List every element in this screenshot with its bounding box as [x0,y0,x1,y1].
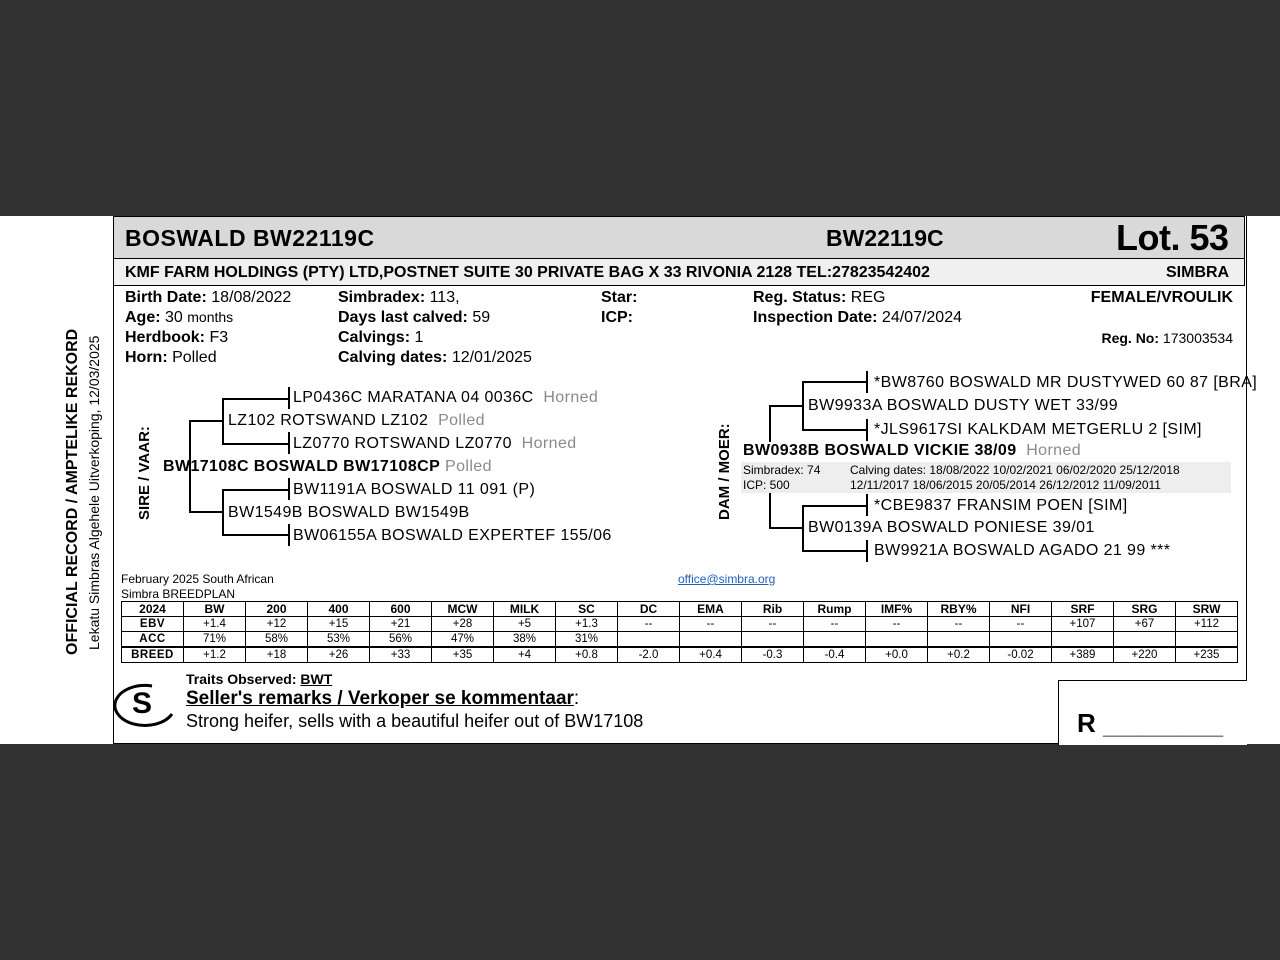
age: Age: 30 months [125,309,234,326]
table-cell: +107 [1052,617,1114,632]
table-cell: +21 [370,617,432,632]
table-cell: +1.3 [556,617,618,632]
dam-dam-sire: *CBE9837 FRANSIM POEN [SIM] [874,497,1128,514]
table-cell: 53% [308,632,370,648]
table-cell: Rib [742,602,804,617]
email-link[interactable]: office@simbra.org [678,572,776,586]
svg-text:S: S [131,687,153,720]
table-cell: +67 [1114,617,1176,632]
sire-label: SIRE / VAAR: [136,426,153,520]
birth-date: Birth Date: 18/08/2022 [125,289,292,306]
calving-dates: Calving dates: 12/01/2025 [338,349,532,366]
table-cell: -- [804,617,866,632]
breed-row [122,647,1238,663]
table-cell: 2024 [122,602,184,617]
dam-name: BW0938B BOSWALD VICKIE 38/09 Horned [743,442,1082,459]
table-cell: SRW [1176,602,1238,617]
table-cell: +15 [308,617,370,632]
table-cell: -0.3 [742,647,804,663]
star-label: Star: [601,289,638,306]
table-cell: Rump [804,602,866,617]
table-cell: 47% [432,632,494,648]
sire-sire-dam: LZ0770 ROTSWAND LZ0770 Horned [293,435,577,452]
table-cell: 31% [556,632,618,648]
reg-number: Reg. No: 173003534 [1101,330,1233,346]
table-cell: RBY% [928,602,990,617]
table-cell: +0.0 [866,647,928,663]
dam-simbradex: Simbradex: 74 [743,463,821,477]
table-cell: +28 [432,617,494,632]
owner-details: KMF FARM HOLDINGS (PTY) LTD,POSTNET SUITE 30 PRIVATE BAG X 33 RIVONIA 2128 TEL:27823542402 [125,264,930,281]
table-cell: -- [618,617,680,632]
sale-name-label: Lekatu Simbras Algehele Uitverkoping, 12/03/2025 [86,335,102,650]
table-cell: -- [928,617,990,632]
table-cell: EMA [680,602,742,617]
table-cell: +5 [494,617,556,632]
table-cell [990,632,1052,648]
ebv-table [121,601,1238,663]
table-cell: ACC [122,632,184,648]
traits-observed: Traits Observed: BWT [186,671,333,687]
table-cell [928,632,990,648]
table-cell [742,632,804,648]
table-cell [618,632,680,648]
sire-dam: BW1549B BOSWALD BW1549B [228,504,470,521]
table-cell: +4 [494,647,556,663]
sire-name: BW17108C BOSWALD BW17108CP Polled [163,458,492,475]
table-cell: -- [742,617,804,632]
sire-sire: LZ102 ROTSWAND LZ102 Polled [228,412,485,429]
dam-calving-dates-1: Calving dates: 18/08/2022 10/02/2021 06/02/2020 25/12/2018 [850,463,1180,477]
animal-name: BOSWALD BW22119C [125,225,375,251]
sex: FEMALE/VROULIK [1090,289,1233,306]
dam-dam-dam: BW9921A BOSWALD AGADO 21 99 *** [874,542,1171,559]
table-cell: MCW [432,602,494,617]
dam-dam: BW0139A BOSWALD PONIESE 39/01 [808,519,1095,536]
dam-sire-sire: *BW8760 BOSWALD MR DUSTYWED 60 87 [BRA] [874,374,1258,391]
dam-sire-dam: *JLS9617SI KALKDAM METGERLU 2 [SIM] [874,421,1202,438]
table-cell: -- [990,617,1052,632]
table-cell: DC [618,602,680,617]
table-cell: 200 [246,602,308,617]
official-record-label: OFFICIAL RECORD / AMPTELIKE REKORD [64,328,81,655]
table-cell: 71% [184,632,246,648]
inspection-date: Inspection Date: 24/07/2024 [753,309,962,326]
table-cell: +220 [1114,647,1176,663]
breedplan-title: February 2025 South African [121,572,274,586]
table-cell: SRF [1052,602,1114,617]
table-cell: 56% [370,632,432,648]
simbra-logo-icon [112,680,178,730]
calvings: Calvings: 1 [338,329,424,346]
table-cell [680,632,742,648]
table-cell: SC [556,602,618,617]
ebv-row [122,617,1238,632]
dam-icp: ICP: 500 [743,478,790,492]
dam-label: DAM / MOER: [716,423,733,520]
table-cell: IMF% [866,602,928,617]
table-cell: +112 [1176,617,1238,632]
table-cell: -0.02 [990,647,1052,663]
table-cell: -- [866,617,928,632]
days-last-calved: Days last calved: 59 [338,309,491,326]
table-cell: -0.4 [804,647,866,663]
breedplan-subtitle: Simbra BREEDPLAN [121,587,236,601]
table-cell: +0.8 [556,647,618,663]
table-cell: 400 [308,602,370,617]
price-blank-line: __________________ [1103,723,1224,737]
acc-row [122,632,1238,648]
lot-number: Lot. 53 [1116,217,1229,258]
table-cell: BW [184,602,246,617]
table-cell: +235 [1176,647,1238,663]
ebv-header-row [122,602,1238,617]
seller-remarks-text: Strong heifer, sells with a beautiful heifer out of BW17108 [186,711,644,731]
sire-sire-sire: LP0436C MARATANA 04 0036C Horned [293,389,599,406]
herdbook: Herdbook: F3 [125,329,229,346]
currency-label: R [1077,708,1096,738]
table-cell: +1.4 [184,617,246,632]
dam-calving-dates-2: 12/11/2017 18/06/2015 20/05/2014 26/12/2012 11/09/2011 [850,478,1161,492]
sire-dam-dam: BW06155A BOSWALD EXPERTEF 155/06 [293,527,612,544]
breed-name: SIMBRA [1166,264,1230,281]
table-cell: 38% [494,632,556,648]
horn-status: Horn: Polled [125,349,217,366]
table-cell: 600 [370,602,432,617]
reg-status: Reg. Status: REG [753,289,886,306]
table-cell: +0.2 [928,647,990,663]
sire-dam-sire: BW1191A BOSWALD 11 091 (P) [293,481,536,498]
table-cell: +12 [246,617,308,632]
dam-calving-record [741,462,1231,493]
table-cell: -- [680,617,742,632]
table-cell: -2.0 [618,647,680,663]
table-cell: +33 [370,647,432,663]
seller-remarks-label: Seller's remarks / Verkoper se kommentaar: [186,688,580,709]
table-cell [1176,632,1238,648]
table-cell: 58% [246,632,308,648]
table-cell: SRG [1114,602,1176,617]
table-cell: +0.4 [680,647,742,663]
table-cell: +35 [432,647,494,663]
icp-label: ICP: [601,309,633,326]
animal-id: BW22119C [826,225,944,251]
table-cell: BREED [122,647,184,663]
simbradex: Simbradex: 113, [338,289,460,306]
table-cell: NFI [990,602,1052,617]
dam-sire: BW9933A BOSWALD DUSTY WET 33/99 [808,397,1118,414]
table-cell: +18 [246,647,308,663]
table-cell: MILK [494,602,556,617]
table-cell [804,632,866,648]
table-cell [866,632,928,648]
table-cell: EBV [122,617,184,632]
table-cell: +1.2 [184,647,246,663]
table-cell [1052,632,1114,648]
table-cell [1114,632,1176,648]
table-cell: +389 [1052,647,1114,663]
table-cell: +26 [308,647,370,663]
